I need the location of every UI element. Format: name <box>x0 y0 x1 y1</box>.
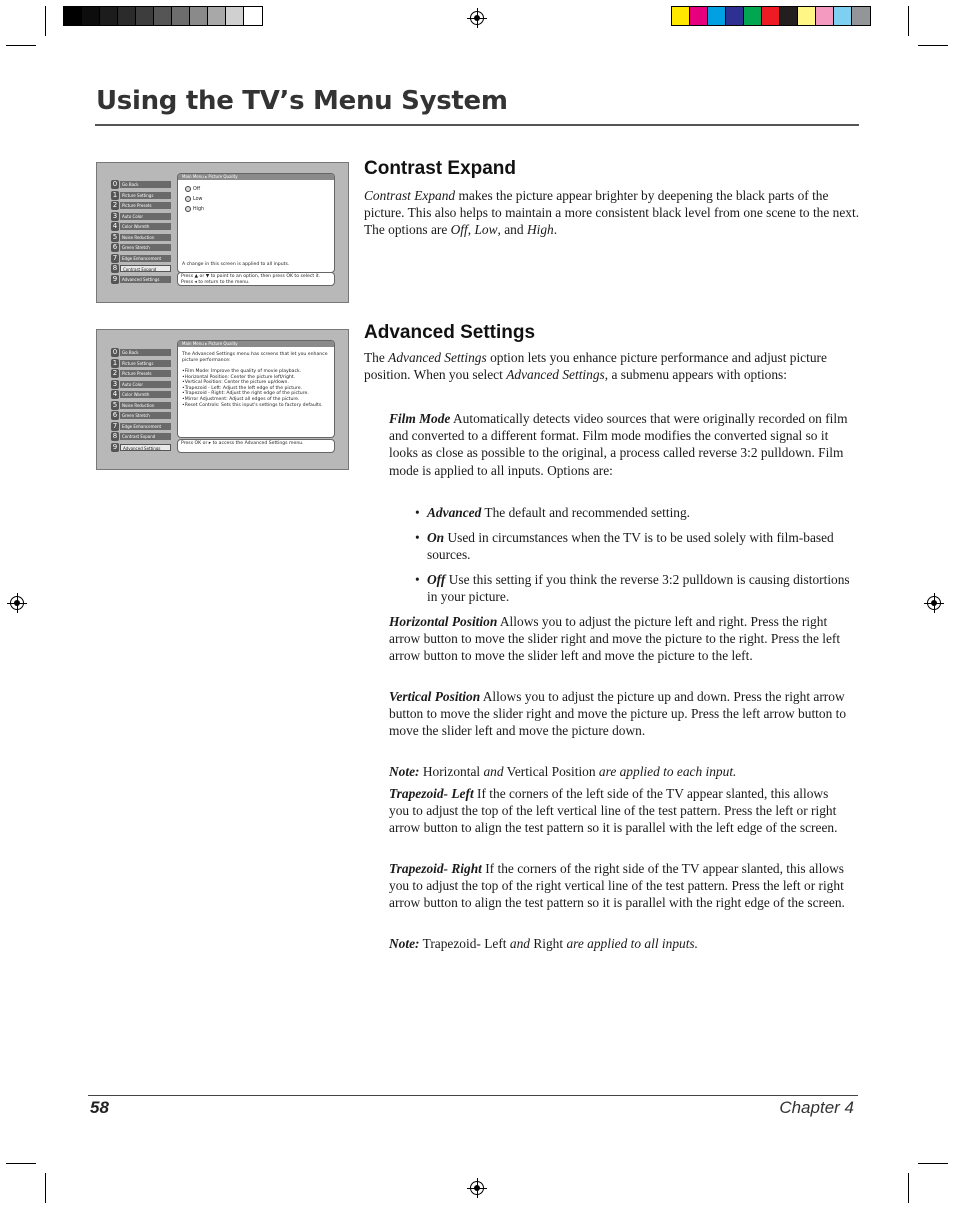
color-swatch <box>726 7 744 25</box>
menu-item[interactable] <box>111 390 171 400</box>
menu-item[interactable] <box>111 379 171 389</box>
color-swatch <box>64 7 82 25</box>
color-swatch <box>708 7 726 25</box>
color-swatch <box>852 7 870 25</box>
breadcrumb: Main Menu ▸ Picture Quality <box>178 174 334 180</box>
feature-line: •Trapezoid - Left: Adjust the left edge of the picture. <box>182 385 302 391</box>
grayscale-color-bar <box>63 6 263 26</box>
crop-mark <box>45 1173 46 1203</box>
bullet-off: • Off Use this setting if you think the reverse 3:2 pulldown is causing distortions in your picture. <box>415 572 850 605</box>
menu-item[interactable] <box>111 201 171 211</box>
registration-mark-icon <box>927 596 941 610</box>
color-swatch <box>744 7 762 25</box>
menu-item[interactable] <box>111 358 171 368</box>
vertical-position-paragraph: Vertical Position Allows you to adjust the picture up and down. Press the right arrow button to move the slider right and move the picture up. Press the left arrow button to move the slider left and move the picture down. <box>389 689 847 739</box>
color-swatch <box>762 7 780 25</box>
chapter-label: Chapter 4 <box>779 1098 854 1117</box>
menu-item-label: Color Warmth <box>120 223 171 230</box>
menu-item-number: 6 <box>112 243 118 252</box>
screen-note: A change in this screen is applied to all inputs. <box>182 262 290 267</box>
color-swatch <box>834 7 852 25</box>
color-swatch <box>154 7 172 25</box>
title-divider <box>95 124 859 126</box>
menu-item-number: 9 <box>112 442 118 451</box>
crop-mark <box>45 6 46 36</box>
menu-item-number: 0 <box>112 180 118 189</box>
menu-item[interactable] <box>111 442 171 452</box>
feature-line: •Trapezoid - Right: Adjust the right edge of the picture. <box>182 391 309 397</box>
menu-item-label: Picture Presets <box>120 202 171 209</box>
menu-item[interactable] <box>111 348 171 358</box>
crop-mark <box>6 1163 36 1164</box>
radio-icon <box>185 186 191 192</box>
options-panel <box>177 173 335 273</box>
menu-item-label: Go Back <box>120 349 171 356</box>
menu-item-label: Contrast Expand <box>120 433 171 440</box>
menu-item-label: Color Warmth <box>120 391 171 398</box>
feature-line: •Reset Controls: Sets this input's settings to factory defaults. <box>182 402 323 408</box>
registration-mark-icon <box>10 596 24 610</box>
color-swatch <box>672 7 690 25</box>
color-swatch <box>118 7 136 25</box>
bullet-on: • On Used in circumstances when the TV is to be used solely with film-based sources. <box>415 530 834 563</box>
horizontal-position-paragraph: Horizontal Position Allows you to adjust the picture left and right. Press the right arrow button to move the slider right and move the picture to the right. Press the left arrow button to move the slider left and move the picture to the left. <box>389 614 841 664</box>
menu-item-label: Noise Reduction <box>120 234 171 241</box>
crop-mark <box>918 45 948 46</box>
menu-item-number: 1 <box>112 190 118 199</box>
menu-item[interactable] <box>111 400 171 410</box>
menu-list <box>111 348 171 453</box>
menu-item[interactable] <box>111 253 171 263</box>
menu-item-label: Go Back <box>120 181 171 188</box>
help-text: Press ▲ or ▼ to point to an option, then press OK to select it. Press ◂ to return to the menu. <box>181 274 321 285</box>
help-text: Press OK or ▸ to access the Advanced Settings menu. <box>181 441 304 446</box>
advanced-feature-list <box>182 369 332 408</box>
menu-item[interactable] <box>111 264 171 274</box>
option-low: Low <box>185 196 202 202</box>
option-high: High <box>185 206 204 212</box>
color-swatch <box>190 7 208 25</box>
contrast-expand-paragraph: Contrast Expand makes the picture appear brighter by deepening the black parts of the picture. This also helps to maintain a more consistent black level from one scene to the next. The options are Off, Low, and High. <box>364 188 860 238</box>
menu-item-number: 3 <box>112 211 118 220</box>
radio-icon <box>185 196 191 202</box>
option-off: Off <box>185 186 200 192</box>
color-swatch <box>172 7 190 25</box>
menu-item-label: Auto Color <box>120 213 171 220</box>
menu-item-number: 4 <box>112 222 118 231</box>
menu-item-label: Green Stretch <box>120 412 171 419</box>
menu-item-number: 8 <box>112 264 118 273</box>
color-swatch <box>208 7 226 25</box>
menu-item-number: 7 <box>112 421 118 430</box>
help-box <box>177 439 335 453</box>
menu-item-number: 0 <box>112 348 118 357</box>
menu-item[interactable] <box>111 190 171 200</box>
menu-item[interactable] <box>111 232 171 242</box>
crop-mark <box>918 1163 948 1164</box>
menu-item-label: Auto Color <box>120 381 171 388</box>
advanced-settings-heading: Advanced Settings <box>364 322 536 343</box>
menu-item-number: 4 <box>112 390 118 399</box>
description-panel <box>177 340 335 438</box>
color-swatch <box>780 7 798 25</box>
menu-item-number: 2 <box>112 201 118 210</box>
color-swatch <box>798 7 816 25</box>
registration-mark-icon <box>470 11 484 25</box>
footer-divider <box>88 1095 858 1096</box>
color-swatch <box>244 7 262 25</box>
menu-item-label: Advanced Settings <box>120 444 171 451</box>
menu-item-number: 9 <box>112 274 118 283</box>
feature-line: •Film Mode: Improve the quality of movie playback. <box>182 369 302 374</box>
menu-item-label: Edge Enhancement <box>120 255 171 262</box>
film-mode-paragraph: Film Mode Automatically detects video sources that were originally recorded on film and converted to a different format. Film mode modifies the converted signal so it looks as close as possible to the original, a process called reverse 3:2 pulldown. Film mode is applied to all inputs. Options are: <box>389 411 848 478</box>
breadcrumb: Main Menu ▸ Picture Quality <box>178 341 334 347</box>
color-swatch <box>226 7 244 25</box>
feature-line: •Vertical Position: Center the picture up/down. <box>182 380 289 386</box>
menu-item-number: 3 <box>112 379 118 388</box>
menu-item[interactable] <box>111 411 171 421</box>
trapezoid-right-paragraph: Trapezoid- Right If the corners of the right side of the TV appear slanted, this allows you to adjust the top of the right vertical line of the test pattern. Press the left or right arrow button to align the test pattern so it is parallel with the right edge of the screen. <box>389 861 845 911</box>
color-swatch <box>100 7 118 25</box>
trapezoid-left-paragraph: Trapezoid- Left If the corners of the left side of the TV appear slanted, this allows you to adjust the top of the left vertical line of the test pattern. Press the left or right arrow button to align the test pattern so it is parallel with the left edge of the screen. <box>389 786 838 836</box>
menu-item[interactable] <box>111 222 171 232</box>
menu-item-label: Contrast Expand <box>120 265 171 272</box>
menu-item-label: Advanced Settings <box>120 276 171 283</box>
feature-line: •Horizontal Position: Center the picture left/right. <box>182 374 296 380</box>
menu-item[interactable] <box>111 211 171 221</box>
menu-item-label: Green Stretch <box>120 244 171 251</box>
menu-item-number: 5 <box>112 232 118 241</box>
radio-icon <box>185 206 191 212</box>
menu-item[interactable] <box>111 274 171 284</box>
contrast-expand-screenshot <box>96 162 349 303</box>
crop-mark <box>908 1173 909 1203</box>
color-swatch <box>136 7 154 25</box>
feature-line: •Mirror Adjustment: Adjust all edges of the picture. <box>182 396 300 402</box>
crop-mark <box>908 6 909 36</box>
menu-item-number: 6 <box>112 411 118 420</box>
menu-item-number: 5 <box>112 400 118 409</box>
registration-mark-icon <box>470 1181 484 1195</box>
crop-mark <box>6 45 36 46</box>
color-swatch <box>82 7 100 25</box>
menu-item[interactable] <box>111 421 171 431</box>
advanced-description: The Advanced Settings menu has screens that let you enhance picture performance: <box>182 352 328 363</box>
advanced-settings-screenshot <box>96 329 349 470</box>
bullet-advanced: • Advanced The default and recommended setting. <box>415 505 691 520</box>
menu-item[interactable] <box>111 432 171 442</box>
advanced-intro-paragraph: The Advanced Settings option lets you enhance picture performance and adjust picture position. When you select Advanced Settings, a submenu appears with options: <box>364 350 827 383</box>
menu-item-number: 2 <box>112 369 118 378</box>
contrast-expand-heading: Contrast Expand <box>364 158 517 179</box>
menu-item-label: Picture Presets <box>120 370 171 377</box>
menu-item-number: 8 <box>112 432 118 441</box>
help-box <box>177 272 335 286</box>
note-trapezoid: Note: Trapezoid- Left and Right are applied to all inputs. <box>389 936 698 951</box>
menu-item[interactable] <box>111 369 171 379</box>
menu-item[interactable] <box>111 243 171 253</box>
page-number: 58 <box>90 1098 109 1117</box>
menu-item-number: 7 <box>112 253 118 262</box>
menu-item-label: Picture Settings <box>120 192 171 199</box>
menu-item-label: Picture Settings <box>120 360 171 367</box>
color-swatch <box>816 7 834 25</box>
menu-item-label: Noise Reduction <box>120 402 171 409</box>
menu-item-number: 1 <box>112 358 118 367</box>
menu-list <box>111 180 171 285</box>
page-title: Using the TV’s Menu System <box>96 86 508 116</box>
menu-item[interactable] <box>111 180 171 190</box>
menu-item-label: Edge Enhancement <box>120 423 171 430</box>
note-position: Note: Horizontal and Vertical Position are applied to each input. <box>389 764 737 779</box>
color-calibration-bar <box>671 6 871 26</box>
color-swatch <box>690 7 708 25</box>
